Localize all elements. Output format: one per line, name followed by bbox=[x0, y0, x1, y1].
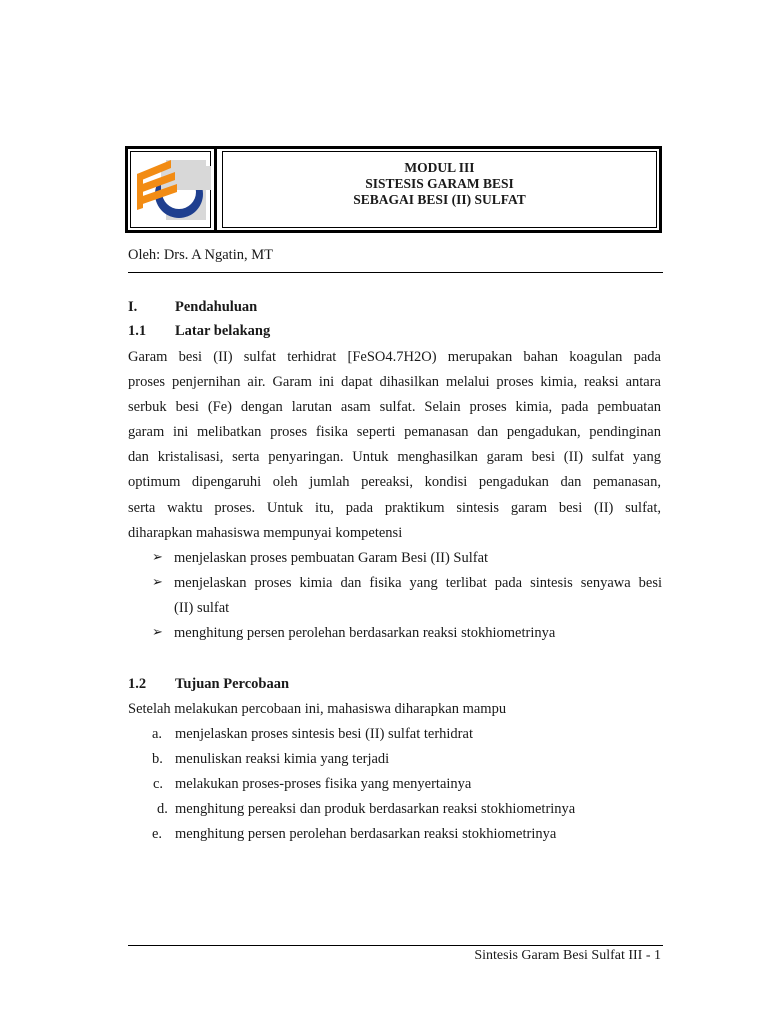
paragraph-line: serta waktu proses. Untuk itu, pada praktikum sintesis garam besi (II) sulfat, bbox=[128, 499, 661, 516]
arrow-bullet-icon: ➢ bbox=[152, 549, 163, 564]
subsection-number: 1.1 bbox=[128, 323, 147, 339]
objective-item bbox=[0, 776, 768, 796]
title-line-3: SEBAGAI BESI (II) SULFAT bbox=[353, 192, 526, 207]
bullet-text: (II) sulfat bbox=[174, 600, 230, 616]
item-text: menghitung pereaksi dan produk berdasarkan reaksi stokhiometrinya bbox=[175, 801, 576, 817]
objective-item bbox=[0, 801, 768, 821]
bullet-text: menjelaskan proses pembuatan Garam Besi (II) Sulfat bbox=[174, 550, 489, 566]
item-text: menuliskan reaksi kimia yang terjadi bbox=[175, 751, 390, 767]
paragraph-line: Garam besi (II) sulfat terhidrat [FeSO4.7H2O) merupakan bahan koagulan pada bbox=[128, 349, 661, 365]
subsection-title: Tujuan Percobaan bbox=[175, 676, 290, 692]
subsection-heading-1-2 bbox=[0, 676, 768, 696]
institution-logo-icon bbox=[131, 152, 213, 227]
item-letter: b. bbox=[152, 751, 163, 767]
item-text: melakukan proses-proses fisika yang menyertainya bbox=[175, 776, 472, 792]
paragraph-line: optimum dipengaruhi oleh jumlah pereaksi, kondisi pengadukan dan pemanasan, bbox=[128, 474, 661, 491]
module-title bbox=[222, 151, 657, 228]
item-letter: e. bbox=[152, 826, 163, 842]
author-divider bbox=[128, 272, 663, 273]
section-number: I. bbox=[128, 299, 138, 315]
title-line-2: SISTESIS GARAM BESI bbox=[365, 176, 514, 191]
subsection-number: 1.2 bbox=[128, 676, 147, 692]
paragraph-line: serbuk besi (Fe) dengan larutan asam sulfat. Selain proses kimia, pada pembuatan bbox=[128, 399, 661, 416]
bullet-text: menjelaskan proses kimia dan fisika yang terlibat pada sintesis senyawa besi bbox=[174, 575, 662, 591]
paragraph-line: dan kristalisasi, serta penyaringan. Untuk menghasilkan garam besi (II) sulfat yang bbox=[128, 449, 661, 466]
section-heading-1 bbox=[0, 299, 768, 319]
bullet-continuation bbox=[0, 596, 768, 621]
item-text: menghitung persen perolehan berdasarkan reaksi stokhiometrinya bbox=[175, 826, 557, 842]
footer-rule bbox=[128, 945, 663, 946]
objective-item bbox=[0, 751, 768, 771]
background-paragraph bbox=[128, 345, 661, 546]
bullet-item bbox=[0, 546, 768, 571]
subsection-title: Latar belakang bbox=[175, 323, 271, 339]
paragraph-line: diharapkan mahasiswa mempunyai kompetensi bbox=[128, 524, 403, 541]
item-letter: a. bbox=[152, 726, 163, 742]
bullet-text: menghitung persen perolehan berdasarkan reaksi stokhiometrinya bbox=[174, 625, 556, 641]
item-letter: d. bbox=[157, 801, 168, 817]
subsection-heading-1-1 bbox=[0, 323, 768, 343]
objective-item bbox=[0, 826, 768, 846]
title-line-1: MODUL III bbox=[404, 160, 475, 175]
arrow-bullet-icon: ➢ bbox=[152, 624, 163, 639]
bullet-item bbox=[0, 621, 768, 646]
section-title: Pendahuluan bbox=[175, 299, 258, 315]
item-letter: c. bbox=[153, 776, 164, 792]
paragraph-line: proses penjernihan air. Garam ini dapat dihasilkan melalui proses kimia, reaksi antara bbox=[128, 374, 661, 391]
author-line: Oleh: Drs. A Ngatin, MT bbox=[128, 247, 273, 263]
item-text: menjelaskan proses sintesis besi (II) sulfat terhidrat bbox=[175, 726, 473, 742]
logo-cell bbox=[127, 148, 217, 231]
title-cell bbox=[219, 148, 660, 231]
paragraph-line: garam ini melibatkan proses fisika seperti pemanasan dan pengadukan, pendinginan bbox=[128, 424, 661, 441]
objectives-intro: Setelah melakukan percobaan ini, mahasiswa diharapkan mampu bbox=[128, 701, 507, 717]
logo-frame bbox=[130, 151, 211, 228]
page-footer: Sintesis Garam Besi Sulfat III - 1 bbox=[474, 948, 661, 963]
bullet-item bbox=[0, 571, 768, 596]
objective-item bbox=[0, 726, 768, 746]
arrow-bullet-icon: ➢ bbox=[152, 574, 163, 589]
